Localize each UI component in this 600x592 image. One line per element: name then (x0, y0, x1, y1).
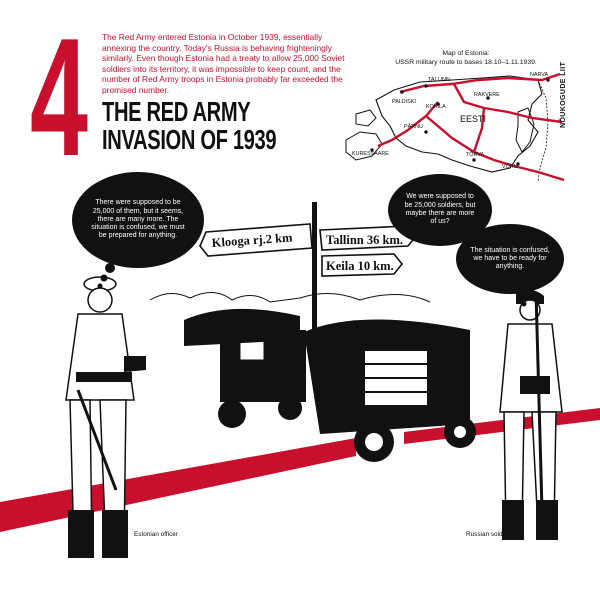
town-dot-paldiski (400, 90, 403, 93)
speech-text-soldier-2: The situation is confused, we have to be ready for anything. (470, 246, 550, 271)
truck-rear (184, 309, 306, 428)
town-dot-narva (546, 78, 549, 81)
town-dot-torva (472, 158, 475, 161)
town-label-torva: TÕRVA (466, 152, 485, 158)
speech-bubble-soldier-2 (456, 224, 564, 294)
border-line (538, 80, 548, 182)
town-label-paldiski: PALDISKI (392, 99, 416, 105)
title-line-1: THE RED ARMY (102, 96, 251, 127)
town-label-rakvere: RAKVERE (474, 92, 500, 98)
title-line-2: INVASION OF 1939 (102, 124, 277, 155)
page-title (102, 98, 276, 154)
estonia-outline (376, 76, 542, 172)
speech-text-officer: There were supposed to be 25,000 of them, but it seems, there are many more. The situation is confused, we must be prepared for anything. (91, 199, 185, 240)
red-road-stripe-left (0, 438, 356, 532)
map-title-line-1: Map of Estonia: (442, 50, 490, 57)
speech-bubble-officer (72, 172, 204, 268)
sign-right-bottom-text: Keila 10 km. (326, 259, 394, 273)
sign-left-text: Klooga rj.2 km (211, 230, 293, 250)
estonia-map (342, 68, 568, 186)
town-label-kohila: KOHILA (426, 104, 446, 110)
town-label-narva: NARVA (530, 72, 549, 78)
town-dot-parnu (424, 130, 427, 133)
intro-paragraph: The Red Army entered Estonia in October 1939, essentially annexing the country. Today's Russia is behaving frighteningly similarly. Even though Estonia had a treaty to allow 25,000 Soviet soldiers into its territory, it was impossible to keep count, and the number of Red Army troops in Estonia probably far exceeded the promised number. (102, 32, 345, 95)
route-south (426, 116, 564, 180)
town-label-tallinn: TALLINN (428, 77, 450, 83)
estonian-officer-figure (66, 277, 146, 558)
speech-text-soldier-1: We were supposed to be 25,000 soldiers, but maybe there are more of us? (404, 193, 476, 226)
hiiumaa-island (356, 110, 376, 126)
russian-soldier-figure (500, 290, 562, 540)
town-dot-tallinn (424, 84, 427, 87)
thought-tail-soldier (510, 290, 530, 310)
chapter-number: 4 (30, 3, 86, 191)
landscape-scribble (150, 292, 430, 302)
sign-right-top-text: Tallinn 36 km. (326, 233, 404, 247)
caption-estonian-officer: Estonian officer (134, 531, 178, 538)
town-label-voru: VÕRU (502, 164, 518, 170)
map-title-line-2: USSR military route to bases 18.10–1.11.1939. (395, 58, 537, 66)
town-label-kuressaare: KURESSAARE (352, 151, 389, 157)
caption-russian-soldier: Russian soldier (466, 531, 510, 538)
thought-tail-officer (96, 262, 126, 290)
country-label: EESTI (460, 114, 487, 124)
truck-front (304, 319, 476, 462)
town-label-parnu: PÄRNU (404, 124, 423, 130)
map-title (392, 50, 540, 67)
border-label: NÕUKOGUDE LIIT (560, 61, 567, 128)
